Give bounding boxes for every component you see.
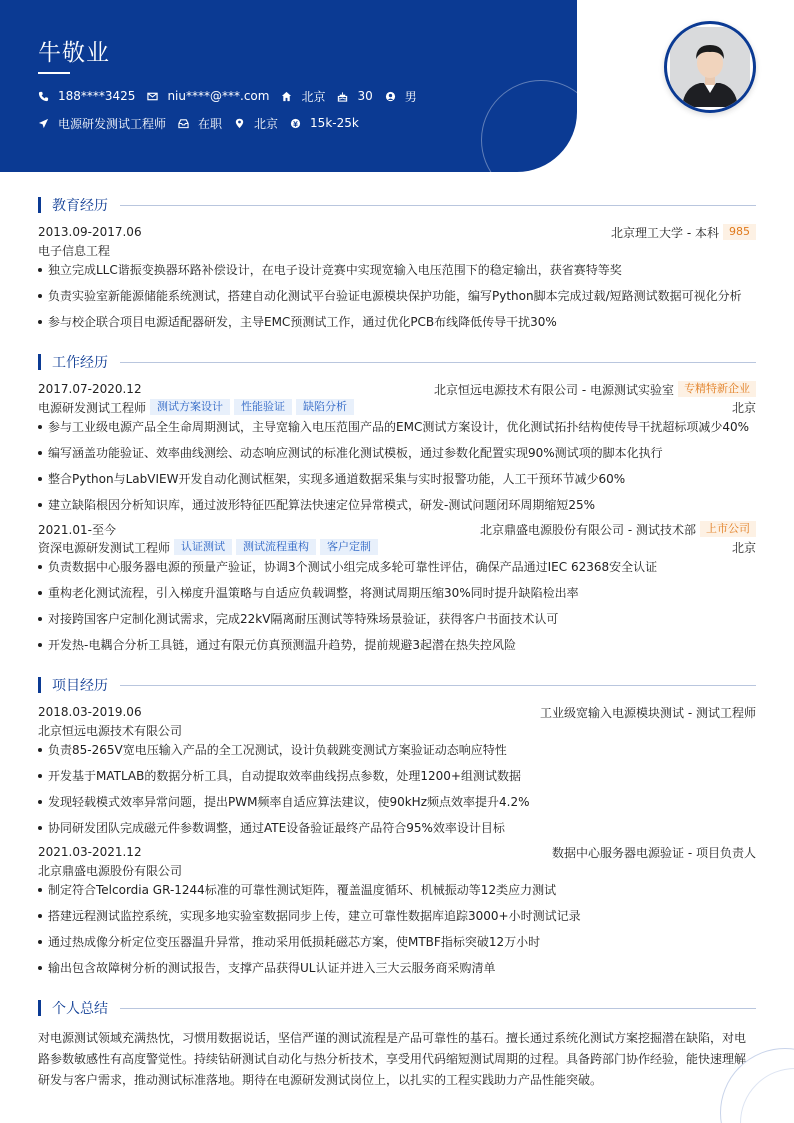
project-2-name: 数据中心服务器电源验证 - 项目负责人 <box>552 845 756 860</box>
target-job-info <box>38 115 166 131</box>
send-icon <box>38 118 49 129</box>
section-project <box>38 677 756 693</box>
section-summary <box>38 1000 756 1016</box>
phone-info <box>38 88 135 104</box>
city-info <box>281 88 325 104</box>
salary-info <box>290 115 359 131</box>
email-icon <box>147 91 158 102</box>
work-1-header <box>38 381 756 397</box>
phone-icon <box>38 91 49 102</box>
list-item: 制定符合Telcordia GR-1244标准的可靠性测试矩阵，覆盖温度循环、机械振动等12类应力测试 <box>38 882 756 898</box>
section-title-education: 教育经历 <box>52 198 108 214</box>
gender-icon <box>385 91 396 102</box>
project-2-period: 2021.03-2021.12 <box>38 845 142 859</box>
work-2-header <box>38 521 756 537</box>
skill-tag: 测试方案设计 <box>150 399 230 415</box>
section-marker <box>38 677 41 693</box>
section-divider <box>120 205 756 206</box>
list-item: 编写涵盖功能验证、效率曲线测绘、动态响应测试的标准化测试模板，通过参数化配置实现90%测试项的脚本化执行 <box>38 445 756 461</box>
email-text: niu****@***.com <box>167 89 270 103</box>
work-1-title-row <box>38 399 756 415</box>
city-text: 北京 <box>301 89 326 104</box>
work-1-company: 北京恒远电源技术有限公司 - 电源测试实验室 <box>434 382 674 397</box>
project-2-org-row <box>38 862 756 878</box>
education-school: 北京理工大学 - 本科 <box>611 225 719 240</box>
name-underline <box>38 72 70 74</box>
section-divider <box>120 685 756 686</box>
list-item: 参与工业级电源产品全生命周期测试，主导宽输入电压范围产品的EMC测试方案设计，优化测试拓扑结构使传导干扰超标项减少40% <box>38 419 756 435</box>
status-info <box>178 115 222 131</box>
skill-tag: 缺陷分析 <box>296 399 354 415</box>
phone-text: 188****3425 <box>58 89 136 103</box>
list-item: 重构老化测试流程，引入梯度升温策略与自适应负载调整，将测试周期压缩30%同时提升缺陷检出率 <box>38 585 756 601</box>
section-divider <box>120 362 756 363</box>
project-2-org: 北京鼎盛电源股份有限公司 <box>38 863 183 878</box>
project-1-org-row <box>38 722 756 738</box>
education-major-row <box>38 242 756 258</box>
contact-row <box>38 88 429 104</box>
project-1-name: 工业级宽输入电源模块测试 - 测试工程师 <box>540 705 756 720</box>
target-city-text: 北京 <box>254 116 279 131</box>
list-item: 负责实验室新能源储能系统测试，搭建自动化测试平台验证电源模块保护功能，编写Python脚本完成过载/短路测试数据可视化分析 <box>38 288 756 304</box>
education-header <box>38 224 756 240</box>
gender-info <box>385 88 417 104</box>
project-1-org: 北京恒远电源技术有限公司 <box>38 723 183 738</box>
list-item: 通过热成像分析定位变压器温升异常，推动采用低损耗磁芯方案，使MTBF指标突破12万小时 <box>38 934 756 950</box>
work-2-title: 资深电源研发测试工程师 <box>38 540 171 555</box>
location-pin-icon <box>234 118 245 129</box>
section-marker <box>38 1000 41 1016</box>
section-title-summary: 个人总结 <box>52 1001 108 1017</box>
candidate-name: 牛敬业 <box>38 40 110 66</box>
list-item: 开发热-电耦合分析工具链，通过有限元仿真预测温升趋势，提前规避3起潜在热失控风险 <box>38 637 756 653</box>
avatar-portrait <box>670 27 750 107</box>
skill-tag: 认证测试 <box>174 539 232 555</box>
skill-tag: 测试流程重构 <box>236 539 316 555</box>
project-1-header <box>38 704 756 720</box>
list-item: 搭建远程测试监控系统，实现多地实验室数据同步上传，建立可靠性数据库追踪3000+小时测试记录 <box>38 908 756 924</box>
project-2-header <box>38 844 756 860</box>
list-item: 发现轻载模式效率异常问题，提出PWM频率自适应算法建议，使90kHz频点效率提升4.2% <box>38 794 756 810</box>
section-education <box>38 197 756 213</box>
project-1-period: 2018.03-2019.06 <box>38 705 142 719</box>
age-info <box>337 88 372 104</box>
money-icon <box>290 118 301 129</box>
list-item: 输出包含故障树分析的测试报告，支撑产品获得UL认证并进入三大云服务商采购清单 <box>38 960 756 976</box>
list-item: 独立完成LLC谐振变换器环路补偿设计，在电子设计竞赛中实现宽输入电压范围下的稳定输出，获省赛特等奖 <box>38 262 756 278</box>
inbox-icon <box>178 118 189 129</box>
list-item: 负责数据中心服务器电源的预量产验证，协调3个测试小组完成多轮可靠性评估，确保产品通过IEC 62368安全认证 <box>38 559 756 575</box>
decorative-circle <box>481 80 577 172</box>
section-title-work: 工作经历 <box>52 355 108 371</box>
work-1-title: 电源研发测试工程师 <box>38 400 147 415</box>
education-badge: 985 <box>723 224 756 240</box>
age-text: 30 <box>357 89 373 103</box>
header-banner <box>0 0 577 172</box>
section-divider <box>120 1008 756 1009</box>
list-item: 参与校企联合项目电源适配器研发，主导EMC预测试工作，通过优化PCB布线降低传导干扰30% <box>38 314 756 330</box>
target-job-text: 电源研发测试工程师 <box>58 116 167 131</box>
work-1-location: 北京 <box>731 400 756 415</box>
status-text: 在职 <box>198 116 223 131</box>
salary-text: 15k-25k <box>310 116 359 130</box>
education-period: 2013.09-2017.06 <box>38 225 142 239</box>
avatar <box>664 21 756 113</box>
list-item: 负责85-265V宽电压输入产品的全工况测试，设计负载跳变测试方案验证动态响应特性 <box>38 742 756 758</box>
list-item: 建立缺陷根因分析知识库，通过波形特征匹配算法快速定位异常模式，研发-测试问题闭环周期缩短25% <box>38 497 756 513</box>
section-marker <box>38 354 41 370</box>
section-marker <box>38 197 41 213</box>
education-major: 电子信息工程 <box>38 243 111 258</box>
work-1-badge: 专精特新企业 <box>678 381 756 397</box>
list-item: 协同研发团队完成磁元件参数调整，通过ATE设备验证最终产品符合95%效率设计目标 <box>38 820 756 836</box>
cake-icon <box>337 91 348 102</box>
list-item: 开发基于MATLAB的数据分析工具，自动提取效率曲线拐点参数，处理1200+组测试数据 <box>38 768 756 784</box>
skill-tag: 性能验证 <box>234 399 292 415</box>
summary-text: 对电源测试领域充满热忱，习惯用数据说话，坚信严谨的测试流程是产品可靠性的基石。擅长通过系统化测试方案挖掘潜在缺陷，对电路参数敏感性有高度警觉性。持续钻研测试自动化与热分析技术，享受用代码缩短测试周期的过程。具备跨部门协作经验，能快速理解研发与客户需求，推动测试标准落地。期待在电源研发测试岗位上，以扎实的工程实践助力产品性能突破。 <box>38 1031 747 1087</box>
skill-tag: 客户定制 <box>320 539 378 555</box>
work-2-title-row <box>38 539 756 555</box>
work-2-location: 北京 <box>731 540 756 555</box>
work-2-company: 北京鼎盛电源股份有限公司 - 测试技术部 <box>480 522 696 537</box>
job-intent-row <box>38 115 371 131</box>
email-info <box>147 88 269 104</box>
work-2-badge: 上市公司 <box>700 521 756 537</box>
list-item: 整合Python与LabVIEW开发自动化测试框架，实现多通道数据采集与实时报警功能，人工干预环节减少60% <box>38 471 756 487</box>
section-title-project: 项目经历 <box>52 678 108 694</box>
section-work <box>38 354 756 370</box>
target-city-info <box>234 115 278 131</box>
list-item: 对接跨国客户定制化测试需求，完成22kV隔离耐压测试等特殊场景验证，获得客户书面技术认可 <box>38 611 756 627</box>
work-2-period: 2021.01-至今 <box>38 522 116 537</box>
home-icon <box>281 91 292 102</box>
work-1-period: 2017.07-2020.12 <box>38 382 142 396</box>
gender-text: 男 <box>404 89 417 104</box>
